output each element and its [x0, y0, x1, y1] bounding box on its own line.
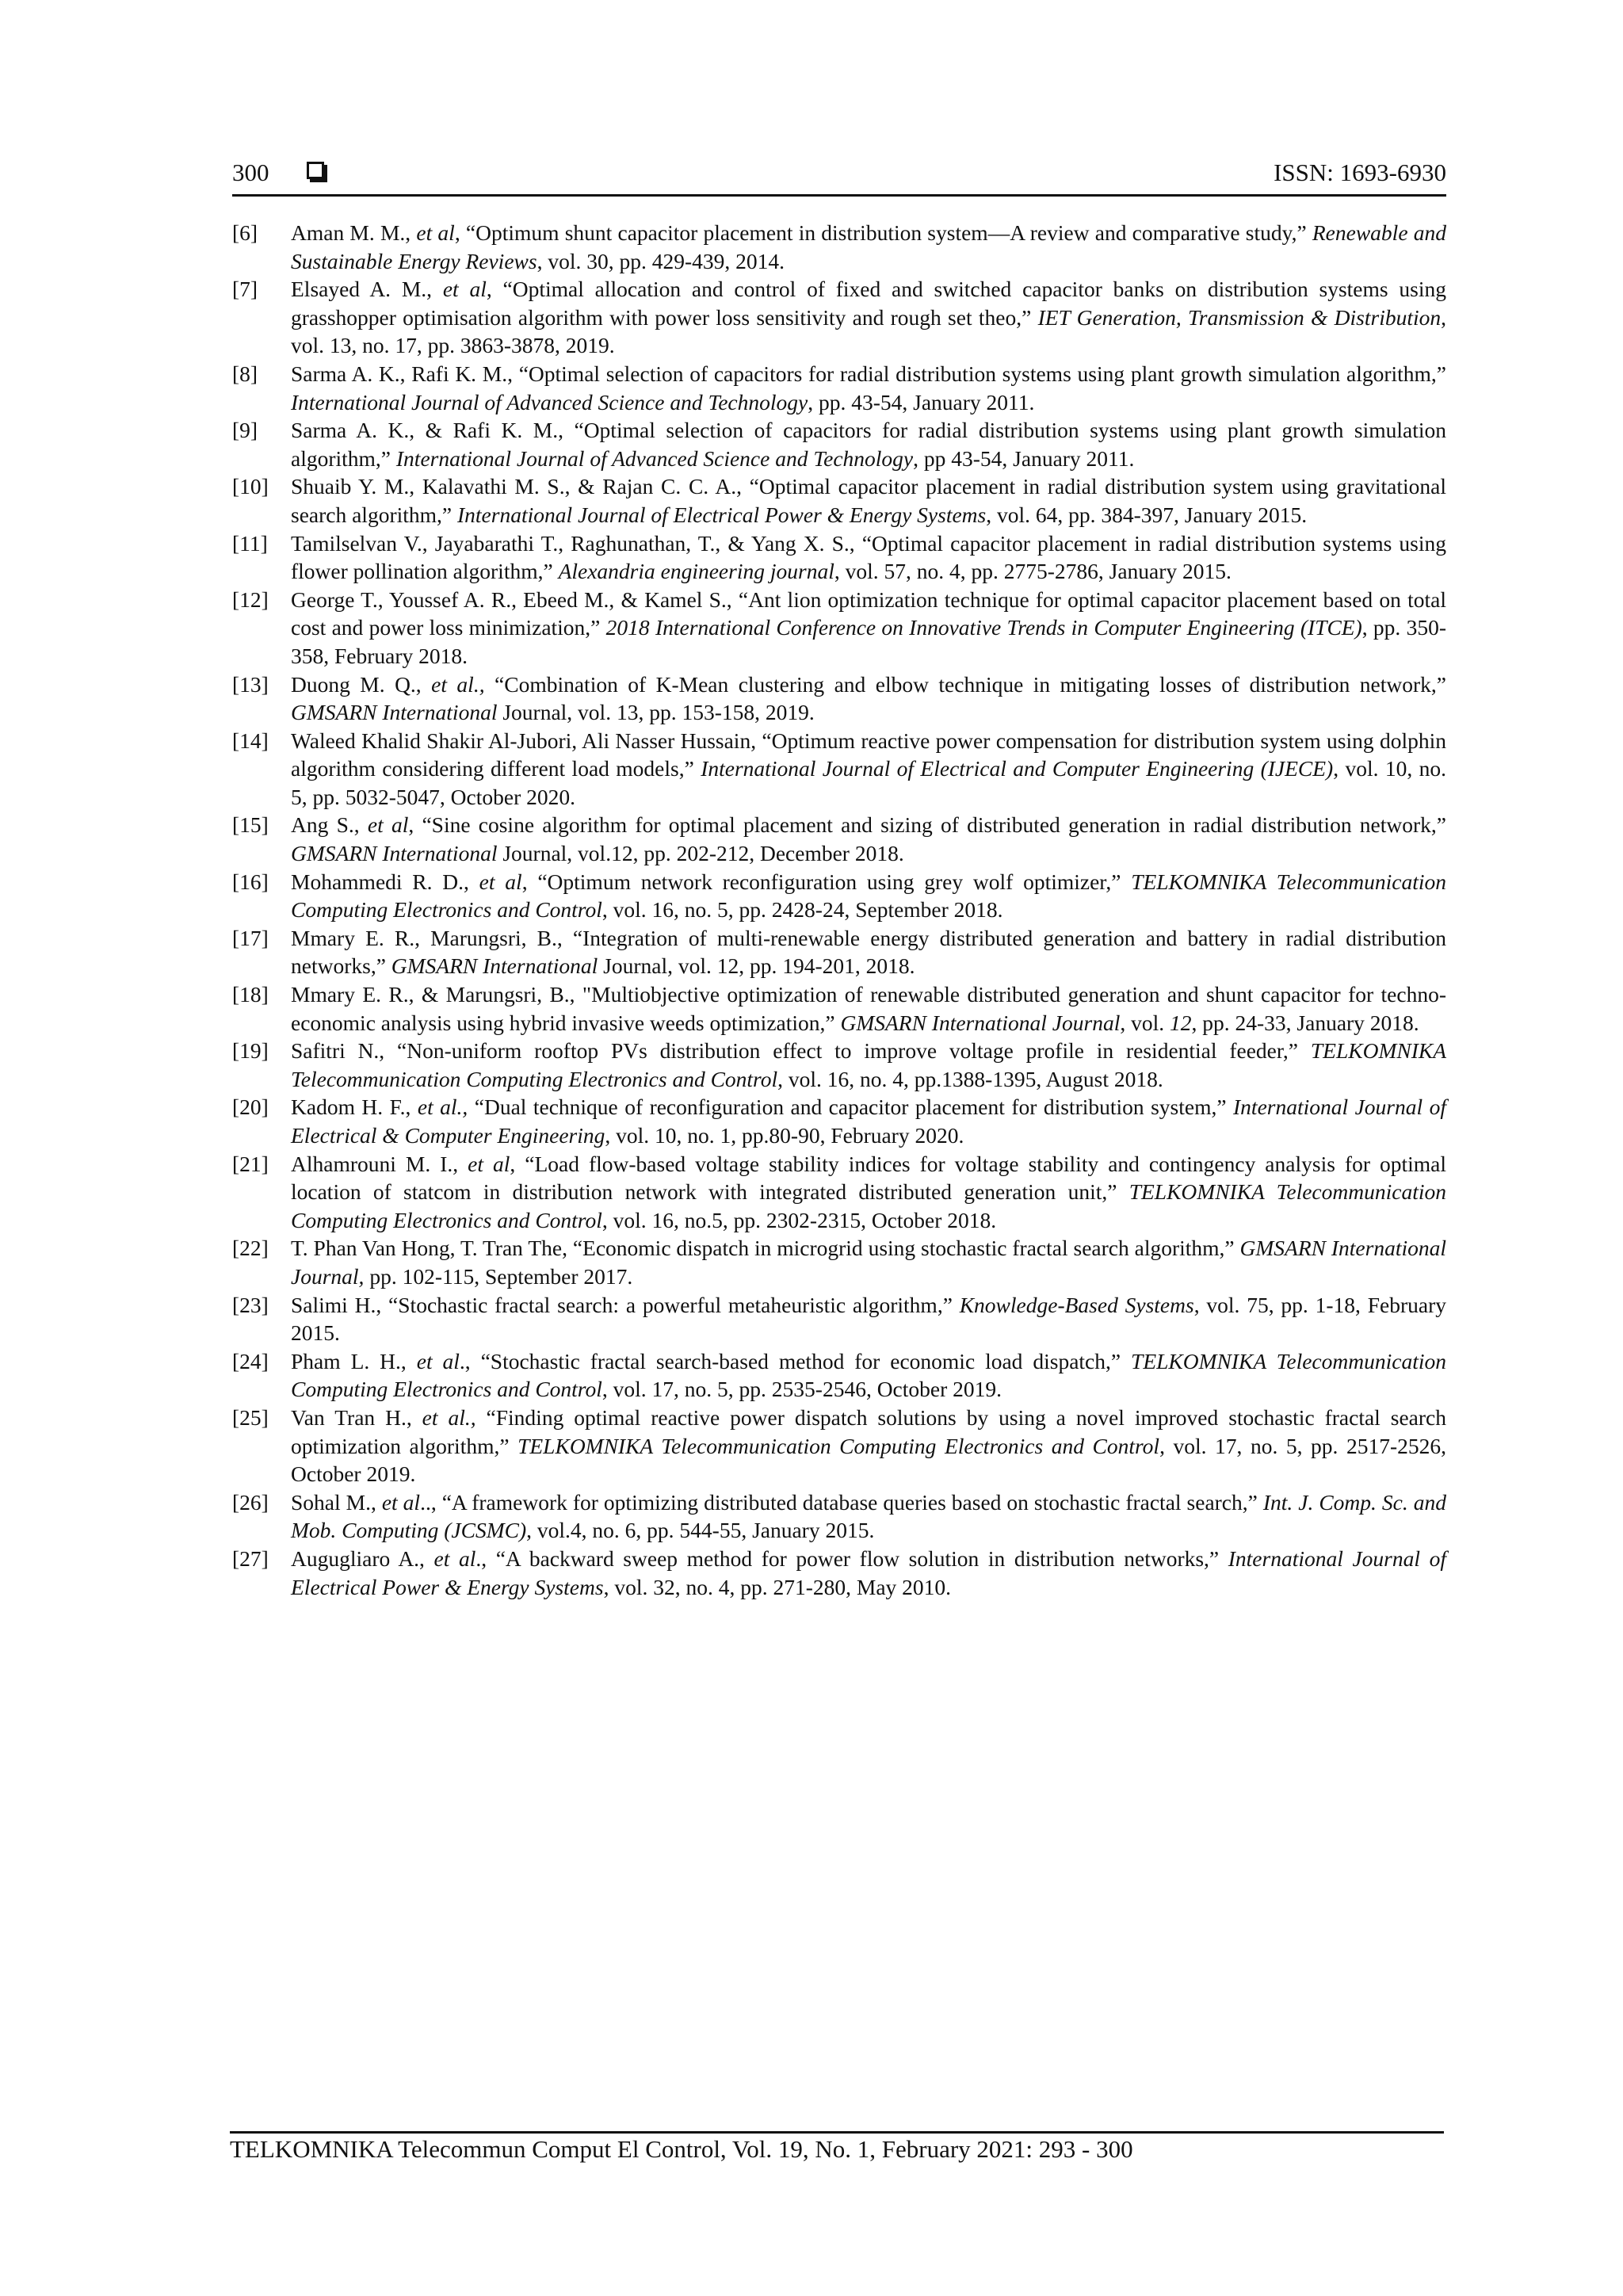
reference-segment: Elsayed A. M., [291, 277, 443, 302]
reference-list [232, 219, 1446, 1601]
reference-segment: , “Sine cosine algorithm for optimal placement and sizing of distributed generation in radial distribution network,” [408, 812, 1446, 838]
reference-italic-segment: et al [442, 277, 487, 302]
reference-italic-segment: International Journal of Electrical Power & Energy Systems [291, 1545, 1446, 1599]
reference-segment: Duong M. Q., [291, 671, 432, 697]
reference-segment: , vol.4, no. 6, pp. 544-55, January 2015. [526, 1518, 875, 1543]
reference-italic-segment: et al [479, 869, 522, 894]
reference-text [291, 811, 1446, 867]
reference-italic-segment: TELKOMNIKA Telecommunication Computing Electronics and Control [517, 1433, 1160, 1458]
reference-segment: Ang S., [291, 812, 368, 838]
reference-italic-segment: et al [367, 812, 409, 838]
reference-item [232, 1291, 1446, 1347]
reference-text [291, 1234, 1446, 1290]
reference-number: [7] [232, 277, 258, 302]
reference-segment: , vol. 10, no. 1, pp.80-90, February 2020. [605, 1123, 964, 1148]
reference-text [291, 670, 1446, 727]
reference-text [291, 727, 1446, 812]
reference-text [291, 1291, 1446, 1347]
reference-number: [24] [232, 1348, 269, 1373]
footer-divider [230, 2131, 1444, 2134]
reference-number: [23] [232, 1292, 269, 1317]
reference-italic-segment: 12 [1170, 1010, 1192, 1035]
reference-number: [25] [232, 1404, 269, 1430]
reference-text [291, 1347, 1446, 1404]
reference-segment: , “Optimum network reconfiguration using grey wolf optimizer,” [521, 869, 1132, 894]
reference-segment: Aman M. M., [291, 220, 417, 245]
reference-segment: Kadom H. F., [291, 1095, 418, 1120]
reference-italic-segment: Int. J. Comp. Sc. and Mob. Computing (JCSMC) [291, 1489, 1446, 1543]
reference-italic-segment: et al [468, 1151, 510, 1176]
reference-number: [21] [232, 1151, 269, 1176]
reference-number: [27] [232, 1545, 269, 1571]
reference-italic-segment: International Journal of Advanced Science and Technology [291, 389, 808, 415]
reference-segment: , vol. 16, no. 5, pp. 2428-24, September 2018. [601, 897, 1003, 923]
reference-text [291, 416, 1446, 472]
reference-item [232, 868, 1446, 924]
reference-italic-segment: et al [416, 1348, 460, 1373]
header-divider [232, 194, 1446, 197]
reference-item [232, 1150, 1446, 1235]
reference-segment: Journal, vol. 12, pp. 194-201, 2018. [598, 953, 915, 979]
reference-item [232, 1545, 1446, 1601]
reference-italic-segment: International Journal of Electrical Power & Energy Systems [456, 502, 987, 527]
reference-number: [26] [232, 1489, 269, 1515]
reference-text [291, 980, 1446, 1037]
reference-number: [12] [232, 586, 269, 612]
reference-segment: , vol. 16, no. 4, pp.1388-1395, August 2018. [777, 1066, 1163, 1091]
reference-segment: , vol. 64, pp. 384-397, January 2015. [986, 502, 1308, 527]
reference-segment: , vol. 57, no. 4, pp. 2775-2786, January 2015. [834, 559, 1232, 584]
reference-item [232, 924, 1446, 980]
reference-item [232, 1404, 1446, 1488]
reference-item [232, 472, 1446, 529]
reference-number: [20] [232, 1095, 269, 1120]
reference-segment: , pp. 24-33, January 2018. [1191, 1010, 1419, 1035]
reference-segment: Mmary E. R., & Marungsri, B., "Multiobjective optimization of renewable distributed generation and shunt capacitor for techno-economic analysis using hybrid invasive weeds optimization,” [291, 982, 1446, 1035]
reference-item [232, 416, 1446, 472]
reference-number: [15] [232, 812, 269, 838]
reference-italic-segment: International Journal of Electrical & Computer Engineering [291, 1095, 1446, 1148]
reference-number: [6] [232, 220, 258, 245]
reference-number: [18] [232, 982, 269, 1007]
reference-item [232, 1234, 1446, 1290]
reference-segment: George T., Youssef A. R., Ebeed M., & Kamel S., “Ant lion optimization technique for optimal capacitor placement based on total cost and power loss minimization,” [291, 586, 1446, 640]
reference-item [232, 275, 1446, 360]
reference-italic-segment: et al., [417, 1095, 468, 1120]
reference-number: [8] [232, 361, 258, 386]
reference-italic-segment: International Journal of Electrical and Computer Engineering (IJECE) [701, 756, 1334, 781]
issn-label: ISSN: 1693-6930 [1274, 159, 1446, 186]
reference-italic-segment: TELKOMNIKA Telecommunication Computing Electronics and Control [291, 869, 1446, 923]
reference-number: [11] [232, 530, 268, 556]
reference-segment: , pp. 43-54, January 2011. [808, 389, 1035, 415]
reference-segment: Shuaib Y. M., Kalavathi M. S., & Rajan C. C. A., “Optimal capacitor placement in radial distribution system using gravitational search algorithm,” [291, 474, 1446, 527]
reference-segment: , “Optimal allocation and control of fixed and switched capacitor banks on distribution systems using grasshopper optimisation algorithm with power loss sensitivity and rough set theo,” [291, 277, 1446, 330]
reference-segment: , pp 43-54, January 2011. [913, 445, 1135, 471]
reference-item [232, 1037, 1446, 1093]
reference-segment: Sarma A. K., Rafi K. M., “Optimal selection of capacitors for radial distribution systems using plant growth simulation algorithm,” [291, 361, 1446, 386]
reference-italic-segment: TELKOMNIKA Telecommunication Computing Electronics and Control [291, 1038, 1446, 1091]
reference-item [232, 980, 1446, 1037]
reference-segment: .., “A framework for optimizing distributed database queries based on stochastic fractal search,” [420, 1489, 1263, 1515]
reference-italic-segment: GMSARN International [391, 953, 598, 979]
reference-segment: Journal, vol.12, pp. 202-212, December 2018. [497, 841, 904, 866]
reference-number: [13] [232, 671, 269, 697]
reference-italic-segment: GMSARN International Journal [840, 1010, 1121, 1035]
reference-text [291, 275, 1446, 360]
reference-segment: ., “A backward sweep method for power flow solution in distribution networks,” [475, 1545, 1228, 1571]
reference-segment: Sarma A. K., & Rafi K. M., “Optimal selection of capacitors for radial distribution systems using plant growth simulation algorithm,” [291, 418, 1446, 471]
reference-item [232, 529, 1446, 586]
reference-segment: , pp. 350-358, February 2018. [291, 615, 1446, 668]
reference-italic-segment: et al., [422, 1404, 476, 1430]
reference-text [291, 360, 1446, 416]
reference-item [232, 1347, 1446, 1404]
reference-text [291, 586, 1446, 670]
reference-segment: , vol. 16, no.5, pp. 2302-2315, October 2018. [601, 1207, 997, 1232]
reference-number: [14] [232, 728, 269, 753]
reference-italic-segment: TELKOMNIKA Telecommunication Computing Electronics and Control [291, 1179, 1446, 1232]
reference-segment: Augugliaro A., [291, 1545, 434, 1571]
reference-segment: Salimi H., “Stochastic fractal search: a powerful metaheuristic algorithm,” [291, 1292, 960, 1317]
reference-italic-segment: International Journal of Advanced Science and Technology [395, 445, 914, 471]
reference-italic-segment: IET Generation, Transmission & Distribution [1037, 304, 1442, 330]
reference-italic-segment: 2018 International Conference on Innovative Trends in Computer Engineering (ITCE) [605, 615, 1362, 640]
reference-segment: Waleed Khalid Shakir Al-Jubori, Ali Nasser Hussain, “Optimum reactive power compensation for distribution system using dolphin algorithm considering different load models,” [291, 728, 1446, 781]
reference-item [232, 670, 1446, 727]
reference-segment: T. Phan Van Hong, T. Tran The, “Economic dispatch in microgrid using stochastic fractal search algorithm,” [291, 1236, 1240, 1261]
footer-citation: TELKOMNIKA Telecommun Comput El Control, Vol. 19, No. 1, February 2021: 293 - 300 [230, 2135, 1133, 2163]
reference-text [291, 529, 1446, 586]
reference-italic-segment: et al [416, 220, 455, 245]
reference-text [291, 1037, 1446, 1093]
reference-segment: Van Tran H., [291, 1404, 422, 1430]
reference-italic-segment: et al [433, 1545, 476, 1571]
reference-italic-segment: GMSARN International [291, 841, 498, 866]
reference-text [291, 472, 1446, 529]
reference-segment: ., “Stochastic fractal search-based method for economic load dispatch,” [459, 1348, 1132, 1373]
reference-number: [16] [232, 869, 269, 894]
reference-segment: , vol. 30, pp. 429-439, 2014. [537, 248, 785, 273]
reference-text [291, 1404, 1446, 1488]
reference-segment: , vol. 17, no. 5, pp. 2535-2546, October 2019. [601, 1377, 1002, 1402]
reference-item [232, 811, 1446, 867]
reference-italic-segment: et al., [431, 671, 485, 697]
reference-segment: Safitri N., “Non-uniform rooftop PVs distribution effect to improve voltage profile in residential feeder,” [291, 1038, 1311, 1064]
reference-item [232, 219, 1446, 275]
page-header [232, 154, 1446, 195]
reference-item [232, 1093, 1446, 1149]
reference-segment: , “Load flow-based voltage stability indices for voltage stability and contingency analysis for optimal location of statcom in distribution network with integrated distributed generation unit,” [291, 1151, 1446, 1205]
reference-segment: “Finding optimal reactive power dispatch solutions by using a novel improved stochastic fractal search optimization algorithm,” [291, 1404, 1446, 1458]
reference-italic-segment: GMSARN International [291, 700, 498, 725]
reference-item [232, 586, 1446, 670]
reference-number: [17] [232, 925, 269, 950]
reference-segment: Tamilselvan V., Jayabarathi T., Raghunathan, T., & Yang X. S., “Optimal capacitor placement in radial distribution systems using flower pollination algorithm,” [291, 530, 1446, 584]
reference-item [232, 1488, 1446, 1545]
reference-text [291, 868, 1446, 924]
reference-text [291, 219, 1446, 275]
reference-segment: “Combination of K-Mean clustering and elbow technique in mitigating losses of distribution network,” [484, 671, 1446, 697]
reference-segment: , vol. 17, no. 5, pp. 2517-2526, October 2019. [291, 1433, 1446, 1487]
reference-segment: , vol. 13, no. 17, pp. 3863-3878, 2019. [291, 304, 1446, 358]
reference-item [232, 360, 1446, 416]
reference-segment: , vol. [1120, 1010, 1170, 1035]
reference-text [291, 1545, 1446, 1601]
box-bullet-icon [307, 162, 324, 179]
reference-text [291, 1093, 1446, 1149]
reference-item [232, 727, 1446, 812]
reference-italic-segment: Renewable and Sustainable Energy Reviews [291, 220, 1446, 273]
reference-number: [22] [232, 1236, 269, 1261]
reference-segment: , vol. 10, no. 5, pp. 5032-5047, October 2020. [291, 756, 1447, 809]
reference-segment: Alhamrouni M. I., [291, 1151, 468, 1176]
reference-segment: Journal, vol. 13, pp. 153-158, 2019. [497, 700, 815, 725]
reference-text [291, 1150, 1446, 1235]
reference-segment: pp. 102-115, September 2017. [364, 1263, 633, 1289]
reference-text [291, 924, 1446, 980]
reference-segment: Pham L. H., [291, 1348, 417, 1373]
reference-italic-segment: TELKOMNIKA Telecommunication Computing Electronics and Control [291, 1348, 1446, 1402]
reference-segment: “Dual technique of reconfiguration and capacitor placement for distribution system,” [468, 1095, 1234, 1120]
reference-segment: , vol. 75, pp. 1-18, February 2015. [291, 1292, 1446, 1346]
reference-number: [9] [232, 418, 258, 443]
reference-segment: , vol. 32, no. 4, pp. 271-280, May 2010. [603, 1574, 952, 1599]
reference-segment: Mohammedi R. D., [291, 869, 479, 894]
reference-number: [10] [232, 474, 269, 499]
reference-segment: Mmary E. R., Marungsri, B., “Integration of multi-renewable energy distributed generation and battery in radial distribution networks,” [291, 925, 1446, 979]
reference-text [291, 1488, 1446, 1545]
reference-italic-segment: Knowledge-Based Systems [959, 1292, 1194, 1317]
reference-italic-segment: Alexandria engineering journal [558, 559, 834, 584]
reference-number: [19] [232, 1038, 269, 1064]
reference-segment: , “Optimum shunt capacitor placement in distribution system—A review and comparative study,” [454, 220, 1312, 245]
reference-segment: Sohal M., [291, 1489, 382, 1515]
page-number: 300 [232, 159, 269, 186]
reference-italic-segment: GMSARN International Journal, [291, 1236, 1446, 1289]
reference-italic-segment: et al [381, 1489, 421, 1515]
